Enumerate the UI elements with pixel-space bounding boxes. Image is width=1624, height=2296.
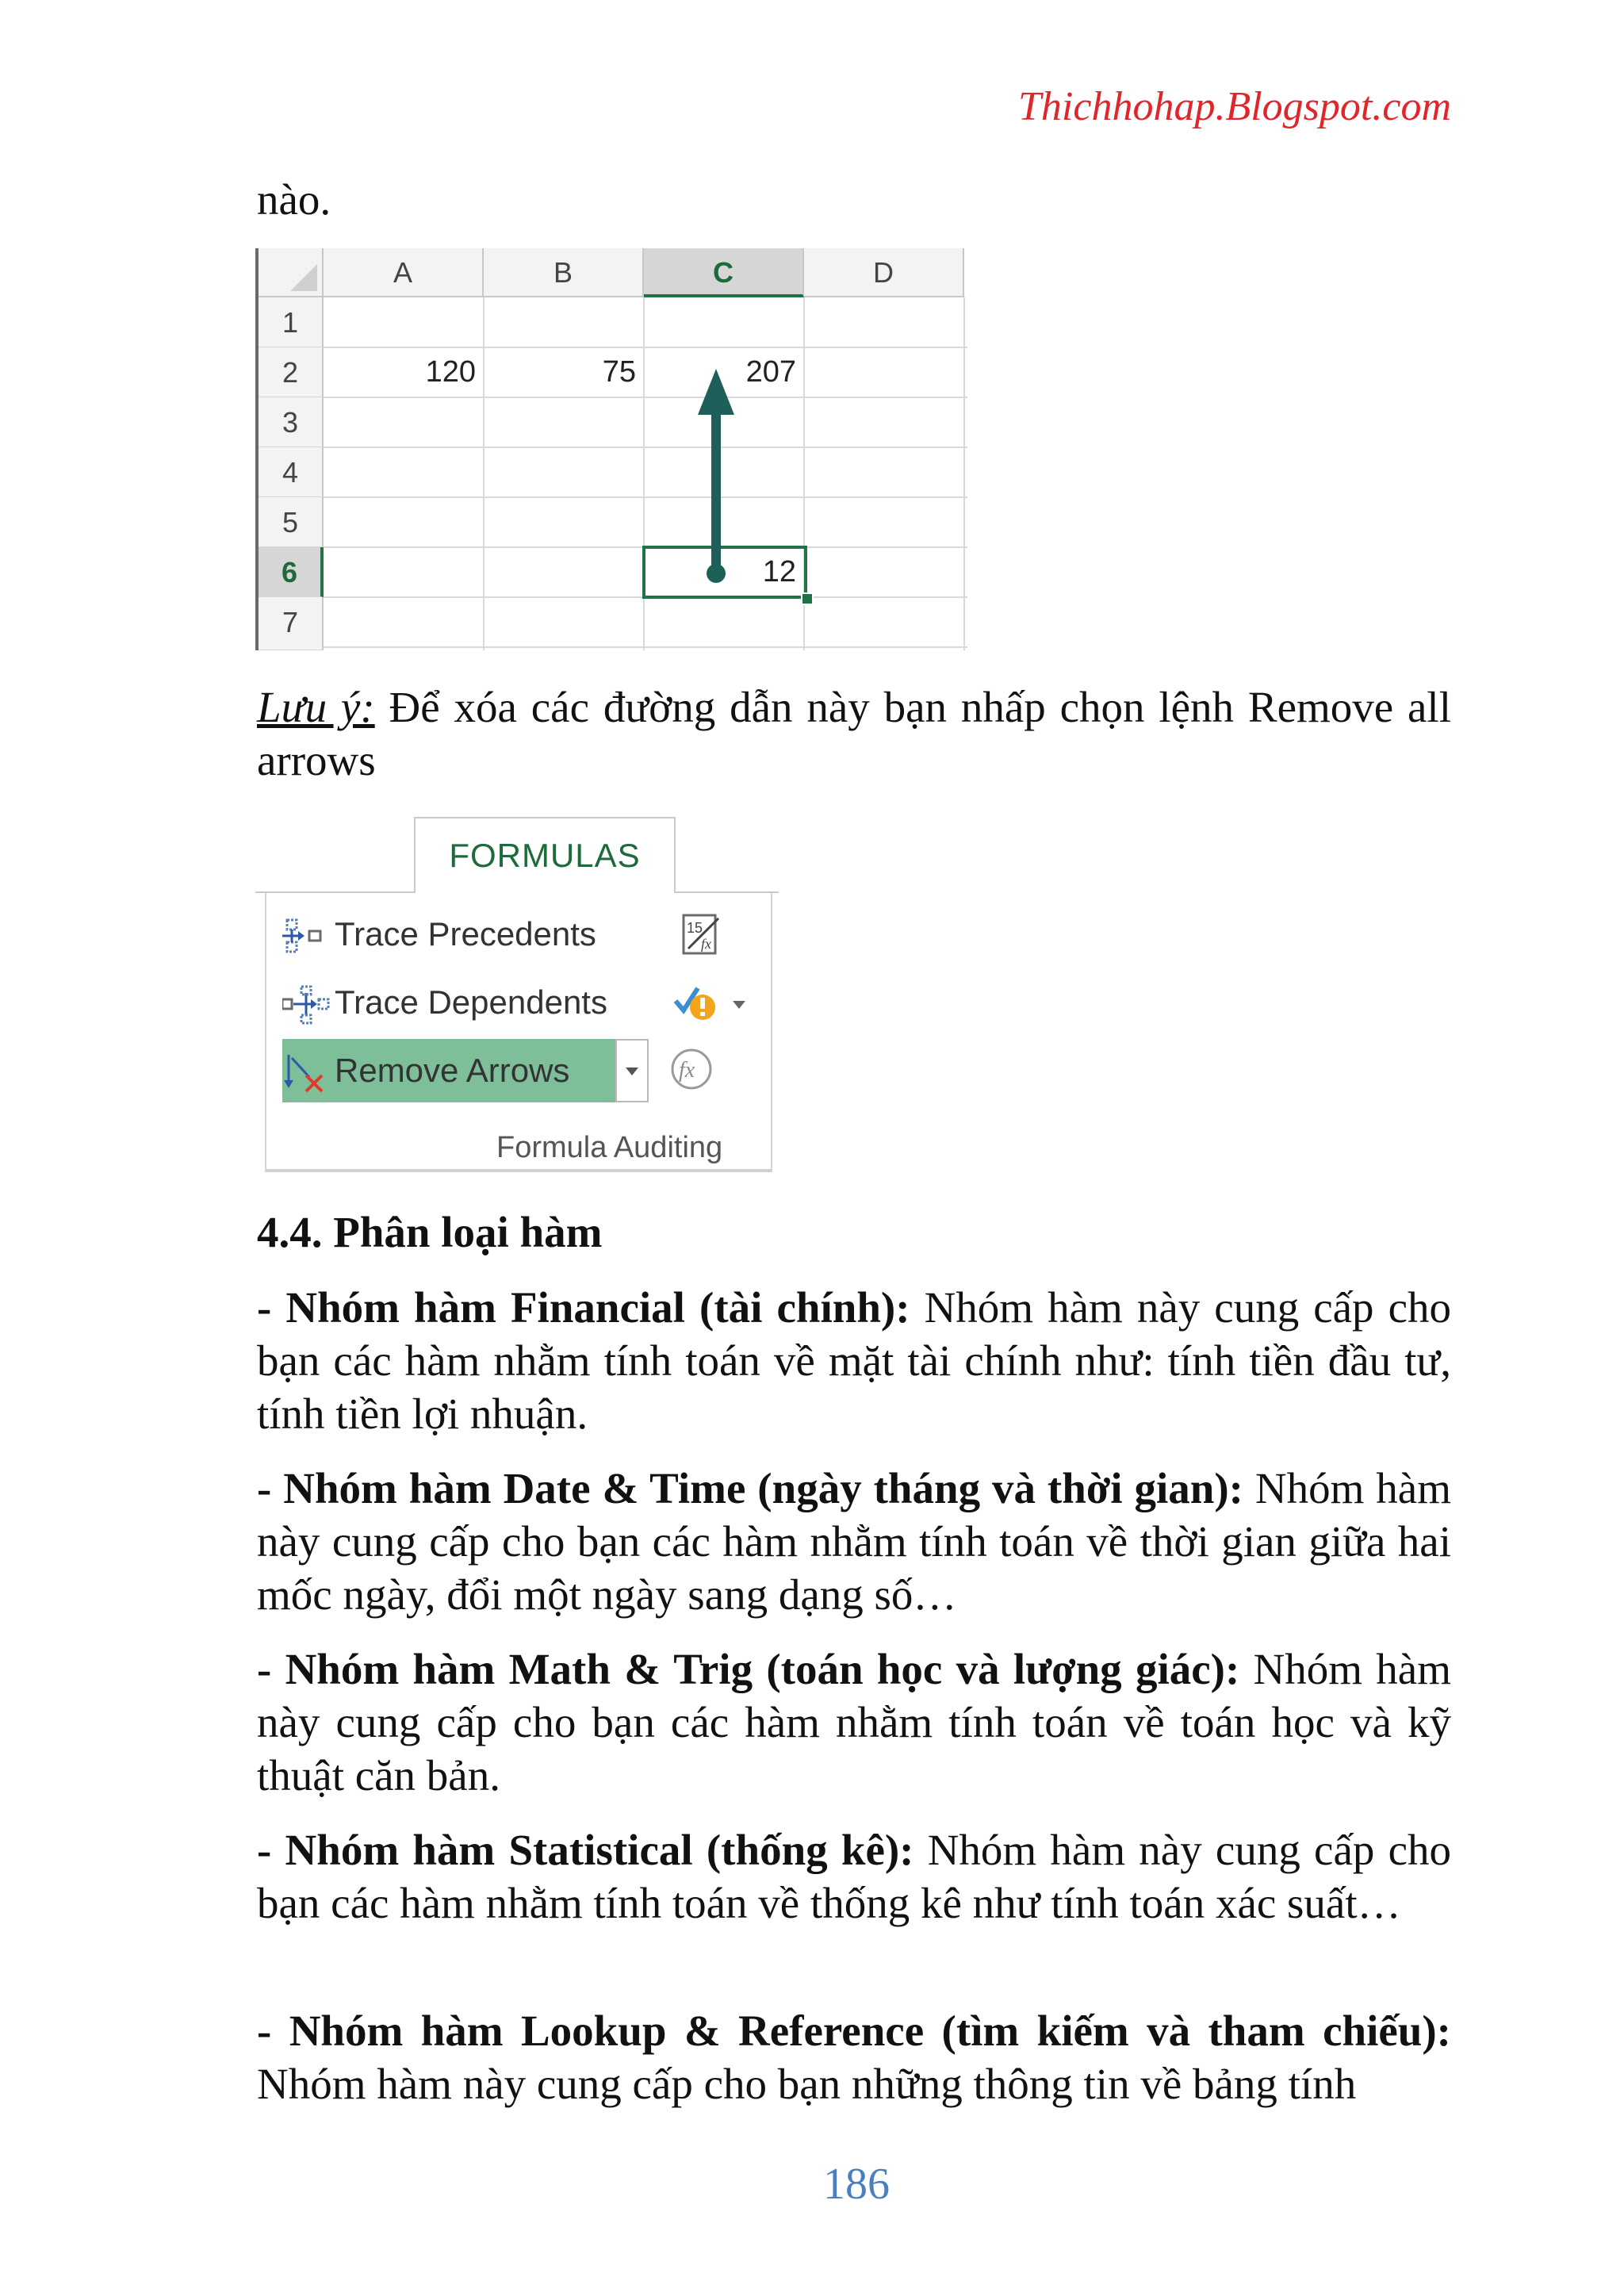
item-text: Nhóm hàm này cung cấp cho bạn các hàm nhằm tính toán về thống kê như tính toán xác suất… [257, 1826, 1451, 1927]
row-header-7[interactable]: 7 [259, 597, 324, 650]
item-lead: - Nhóm hàm Financial (tài chính): [257, 1283, 910, 1332]
note-paragraph [257, 680, 1451, 787]
spreadsheet-screenshot [255, 248, 967, 650]
svg-text:fx: fx [679, 1058, 695, 1083]
trace-precedents-button[interactable] [282, 903, 596, 966]
formula-auditing-group-label: Formula Auditing [496, 1131, 723, 1164]
column-header-c[interactable]: C [644, 248, 804, 297]
cell-c2[interactable]: 207 [745, 355, 796, 389]
trace-arrow-icon [255, 248, 967, 650]
trace-dependents-icon [282, 985, 330, 1025]
item-text: Nhóm hàm này cung cấp cho bạn những thông tin về bảng tính [257, 2060, 1357, 2108]
cell-b2[interactable]: 75 [602, 355, 636, 389]
trace-precedents-icon [282, 917, 330, 956]
site-header: Thichhohap.Blogspot.com [1018, 84, 1451, 129]
formulas-ribbon [255, 817, 779, 1174]
note-text: Để xóa các đường dẫn này bạn nhấp chọn lệnh Remove all arrows [257, 683, 1451, 784]
item-text: Nhóm hàm này cung cấp cho bạn các hàm nhằm tính toán về mặt tài chính như: tính tiền đầu tư, tính tiền lợi nhuận. [257, 1283, 1451, 1438]
function-icon[interactable] [668, 1045, 718, 1096]
note-label: Lưu ý: [257, 683, 375, 731]
item-lead: - Nhóm hàm Lookup & Reference (tìm kiếm và tham chiếu): [257, 2007, 1451, 2055]
section-item-date-time [257, 1462, 1451, 1621]
row-header-2[interactable]: 2 [259, 347, 324, 397]
item-lead: - Nhóm hàm Math & Trig (toán học và lượng giác): [257, 1645, 1240, 1693]
row-header-6[interactable]: 6 [259, 547, 324, 597]
formula-auditing-panel [265, 893, 772, 1172]
section-item-financial [257, 1281, 1451, 1440]
column-header-b[interactable]: B [484, 248, 644, 297]
intro-text: nào. [257, 175, 331, 224]
item-text: Nhóm hàm này cung cấp cho bạn các hàm nhằm tính toán về toán học và kỹ thuật căn bản. [257, 1645, 1451, 1800]
section-item-math-trig [257, 1642, 1451, 1802]
item-lead: - Nhóm hàm Date & Time (ngày tháng và thời gian): [257, 1464, 1243, 1512]
row-header-3[interactable]: 3 [259, 397, 324, 447]
column-header-d[interactable]: D [804, 248, 964, 297]
item-lead: - Nhóm hàm Statistical (thống kê): [257, 1826, 914, 1874]
section-title: 4.4. Phân loại hàm [257, 1208, 603, 1256]
cell-c6[interactable]: 12 [762, 555, 796, 588]
error-checking-dropdown-icon[interactable] [733, 1001, 745, 1009]
row-header-4[interactable]: 4 [259, 447, 324, 497]
row-header-5[interactable]: 5 [259, 497, 324, 547]
show-formulas-icon[interactable] [677, 909, 728, 960]
remove-arrows-label: Remove Arrows [335, 1052, 570, 1089]
trace-dependents-label: Trace Dependents [335, 983, 607, 1021]
trace-dependents-button[interactable] [282, 971, 607, 1034]
section-item-lookup [257, 2004, 1451, 2110]
row-header-1[interactable]: 1 [259, 297, 324, 347]
remove-arrows-icon [282, 1053, 330, 1093]
error-checking-icon[interactable] [671, 977, 722, 1028]
chevron-down-icon [626, 1068, 638, 1075]
page-number: 186 [823, 2160, 890, 2209]
item-text: Nhóm hàm này cung cấp cho bạn các hàm nhằm tính toán về thời gian giữa hai mốc ngày, đổi một ngày sang dạng số… [257, 1464, 1452, 1619]
svg-text:fx: fx [701, 936, 711, 952]
cell-a2[interactable]: 120 [425, 355, 476, 389]
trace-precedents-label: Trace Precedents [335, 915, 596, 953]
svg-text:15: 15 [687, 920, 703, 936]
section-item-statistical [257, 1823, 1451, 1930]
remove-arrows-button[interactable] [282, 1039, 615, 1102]
column-header-a[interactable]: A [324, 248, 484, 297]
remove-arrows-dropdown[interactable] [615, 1039, 649, 1102]
tab-formulas[interactable]: FORMULAS [414, 817, 676, 893]
